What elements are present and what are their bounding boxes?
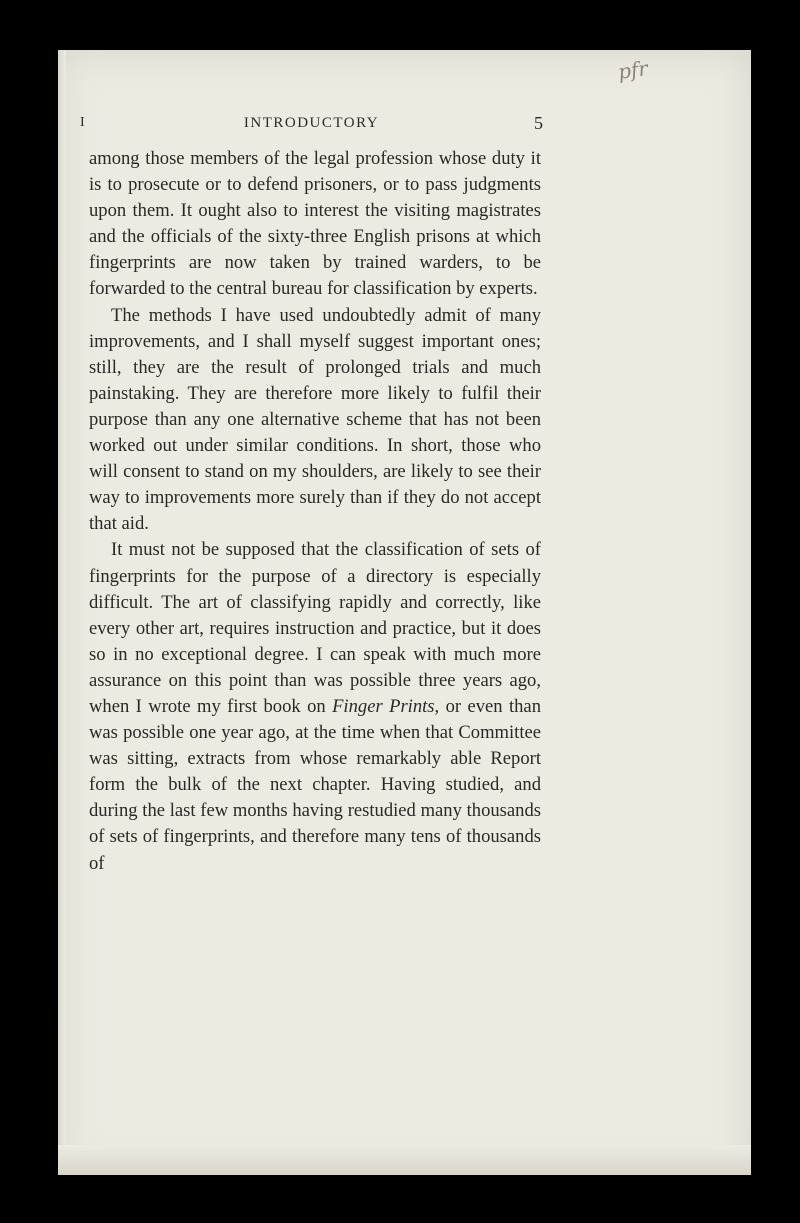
page-bottom-shadow <box>58 1145 751 1175</box>
page-gutter-shadow <box>58 50 66 1175</box>
pencil-annotation: pfr <box>616 56 650 84</box>
paragraph-3-text-before: It must not be supposed that the classification of sets of fingerprints for the purpose of a directory is especially difficult. The art of classifying rapidly and correctly, like every other art, requires instruction and practice, but it does so in no exceptional degree. I can speak with much more assurance on this point than was possible three years ago, when I wrote my first book on <box>89 539 541 717</box>
page-number: 5 <box>534 113 543 133</box>
paragraph-3-text-after: , or even than was possible one year ago, at the time when that Committee was sitting, extracts from whose remarkably able Report form the bulk of the next chapter. Having studied, and during the last few months having restudied many thousands of sets of fingerprints, and therefore many tens of thousands of <box>89 695 541 874</box>
book-title: Finger Prints <box>332 695 435 717</box>
paragraph-2: The methods I have used undoubtedly admit of many improvements, and I shall myself suggest important ones; still, they are the result of prolonged trials and much painstaking. They are therefore more likely to fulfil their purpose than any one alternative scheme that has not been worked out under similar conditions. In short, those who will consent to stand on my shoulders, are likely to see their way to improvements more surely than if they do not accept that aid. <box>89 304 541 535</box>
paragraph-1: among those members of the legal profession whose duty it is to prosecute or to defend prisoners, or to pass judgments upon them. It ought also to interest the visiting magistrates and the officials of the sixty-three English prisons at which fingerprints are now taken by trained warders, to be forwarded to the central bureau for classification by experts. <box>89 148 541 300</box>
body-text <box>89 146 541 877</box>
chapter-mark: I <box>80 115 85 130</box>
paragraph-3 <box>89 537 541 876</box>
running-head <box>80 113 543 135</box>
running-head-title: INTRODUCTORY <box>243 115 380 131</box>
